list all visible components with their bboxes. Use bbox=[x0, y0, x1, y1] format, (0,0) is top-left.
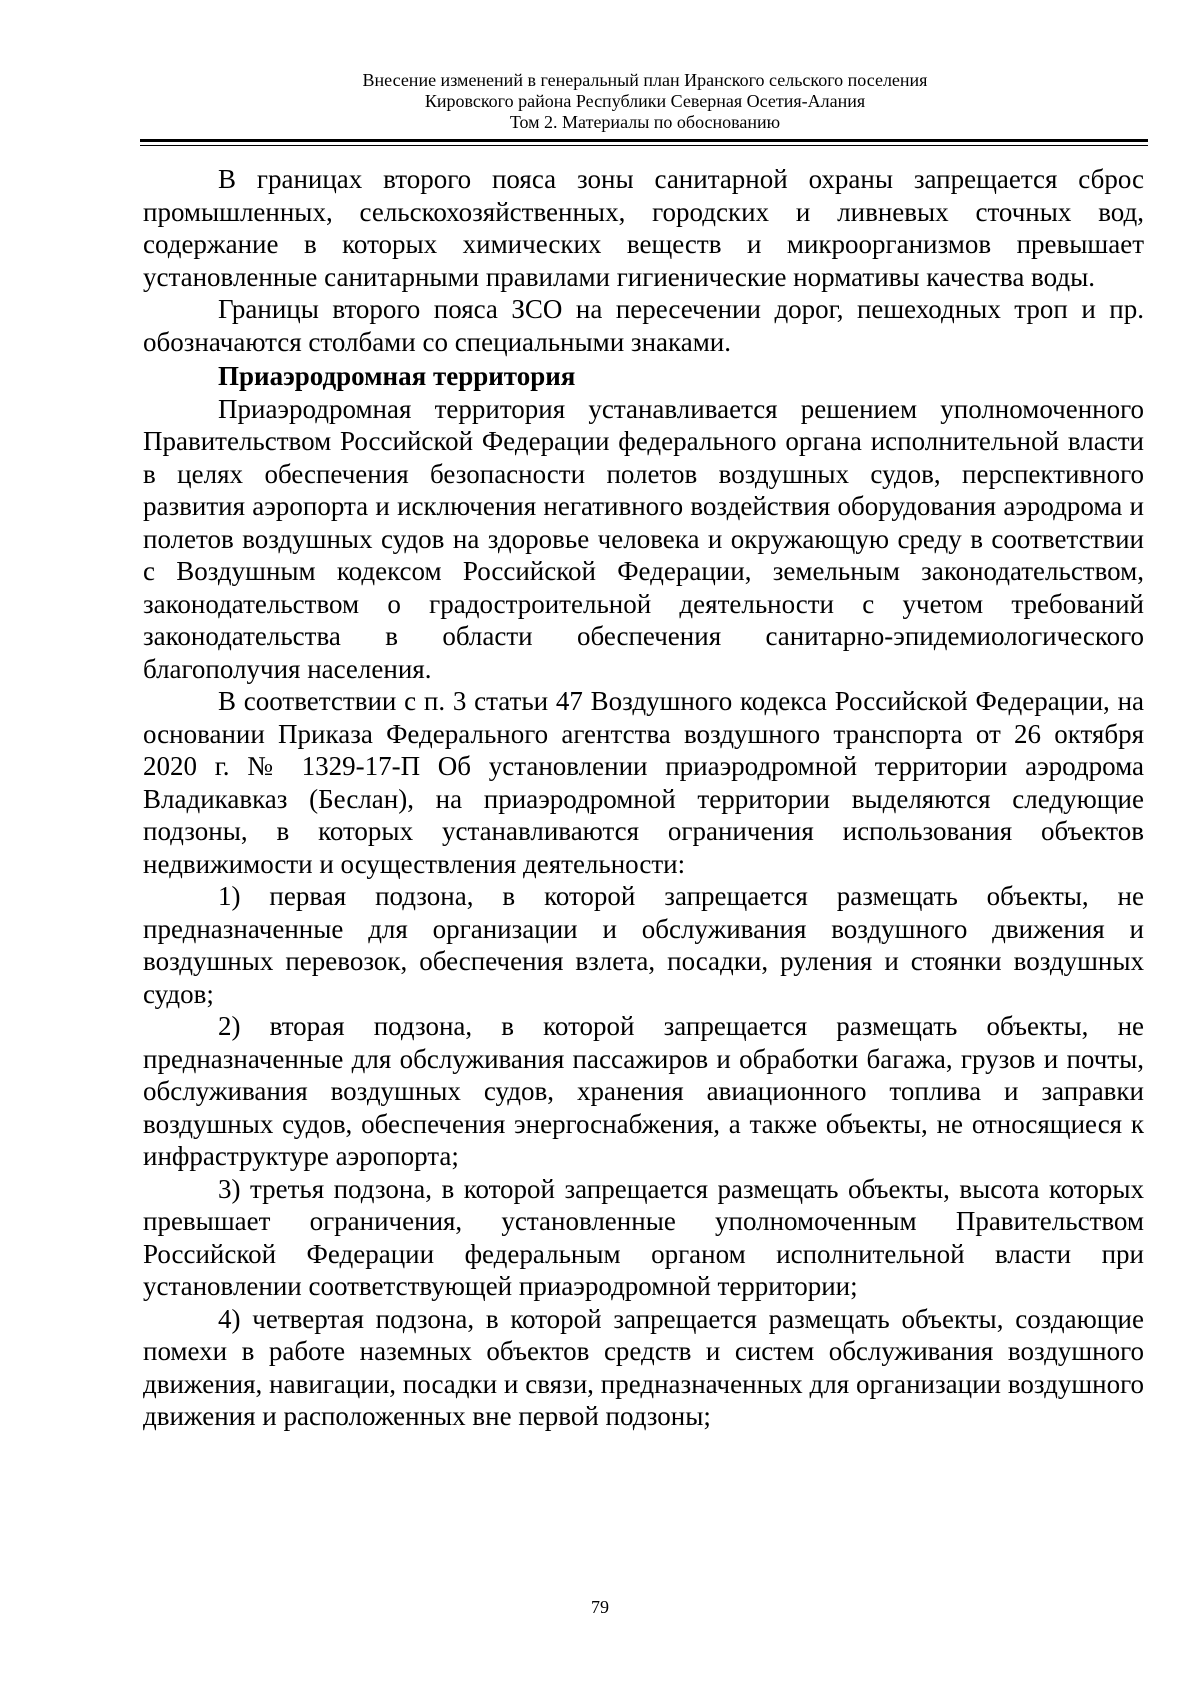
list-item-subzone-4: 4) четвертая подзона, в которой запрещается размещать объекты, создающие помехи в работе наземных объектов средств и систем обслуживания воздушного движения, навигации, посадки и связи, предназначенных для организации воздушного движения и расположенных вне первой подзоны; bbox=[143, 1303, 1144, 1431]
paragraph-zso-boundaries: Границы второго пояса ЗСО на пересечении дорог, пешеходных троп и пр. обозначаются столбами со специальными знаками. bbox=[143, 294, 1144, 357]
list-item-subzone-3: 3) третья подзона, в которой запрещается размещать объекты, высота которых превышает ограничения, установленные уполномоченным Правительством Российской Федерации федеральным органом исполнительной власти при установлении соответствующей приаэродромной территории; bbox=[143, 1173, 1144, 1301]
paragraph-aerodrome-territory: Приаэродромная территория устанавливается решением уполномоченного Правительством Российской Федерации федерального органа исполнительной власти в целях обеспечения безопасности полетов воздушных судов, перспективного развития аэропорта и исключения негативного воздействия оборудования аэродрома и полетов воздушных судов на здоровье человека и окружающую среду в соответствии с Воздушным кодексом Российской Федерации, земельным законодательством, законодательством о градостроительной деятельности с учетом требований законодательства в области обеспечения санитарно-эпидемиологического благополучия населения. bbox=[143, 393, 1144, 684]
section-heading: Приаэродромная территория bbox=[218, 361, 576, 391]
page-number: 79 bbox=[591, 1597, 609, 1617]
header-rule-thin bbox=[140, 145, 1148, 146]
running-header bbox=[145, 70, 1145, 133]
document-body bbox=[143, 163, 1144, 1433]
list-item-subzone-2: 2) вторая подзона, в которой запрещается размещать объекты, не предназначенные для обслуживания пассажиров и обработки багажа, грузов и почты, обслуживания воздушных судов, хранения авиационного топлива и заправки воздушных судов, обеспечения энергоснабжения, а также объекты, не относящиеся к инфраструктуре аэропорта; bbox=[143, 1011, 1144, 1171]
list-item-subzone-1: 1) первая подзона, в которой запрещается размещать объекты, не предназначенные для организации и обслуживания воздушного движения и воздушных перевозок, обеспечения взлета, посадки, руления и стоянки воздушных судов; bbox=[143, 881, 1144, 1009]
header-line-2: Кировского района Республики Северная Осетия-Алания bbox=[424, 91, 866, 111]
paragraph-sanitary-zone: В границах второго пояса зоны санитарной охраны запрещается сброс промышленных, сельскохозяйственных, городских и ливневых сточных вод, содержание в которых химических веществ и микроорганизмов превышает установленные санитарными правилами гигиенические нормативы качества воды. bbox=[143, 164, 1144, 292]
header-line-1: Внесение изменений в генеральный план Иранского сельского поселения bbox=[362, 70, 928, 90]
header-rule-thick bbox=[140, 139, 1148, 142]
paragraph-air-code-reference: В соответствии с п. 3 статьи 47 Воздушного кодекса Российской Федерации, на основании Приказа Федерального агентства воздушного транспорта от 26 октября 2020 г. № 1329-17-П Об установлении приаэродромной территории аэродрома Владикавказ (Беслан), на приаэродромной территории выделяются следующие подзоны, в которых устанавливаются ограничения использования объектов недвижимости и осуществления деятельности: bbox=[143, 686, 1144, 879]
header-line-3: Том 2. Материалы по обоснованию bbox=[509, 112, 781, 132]
